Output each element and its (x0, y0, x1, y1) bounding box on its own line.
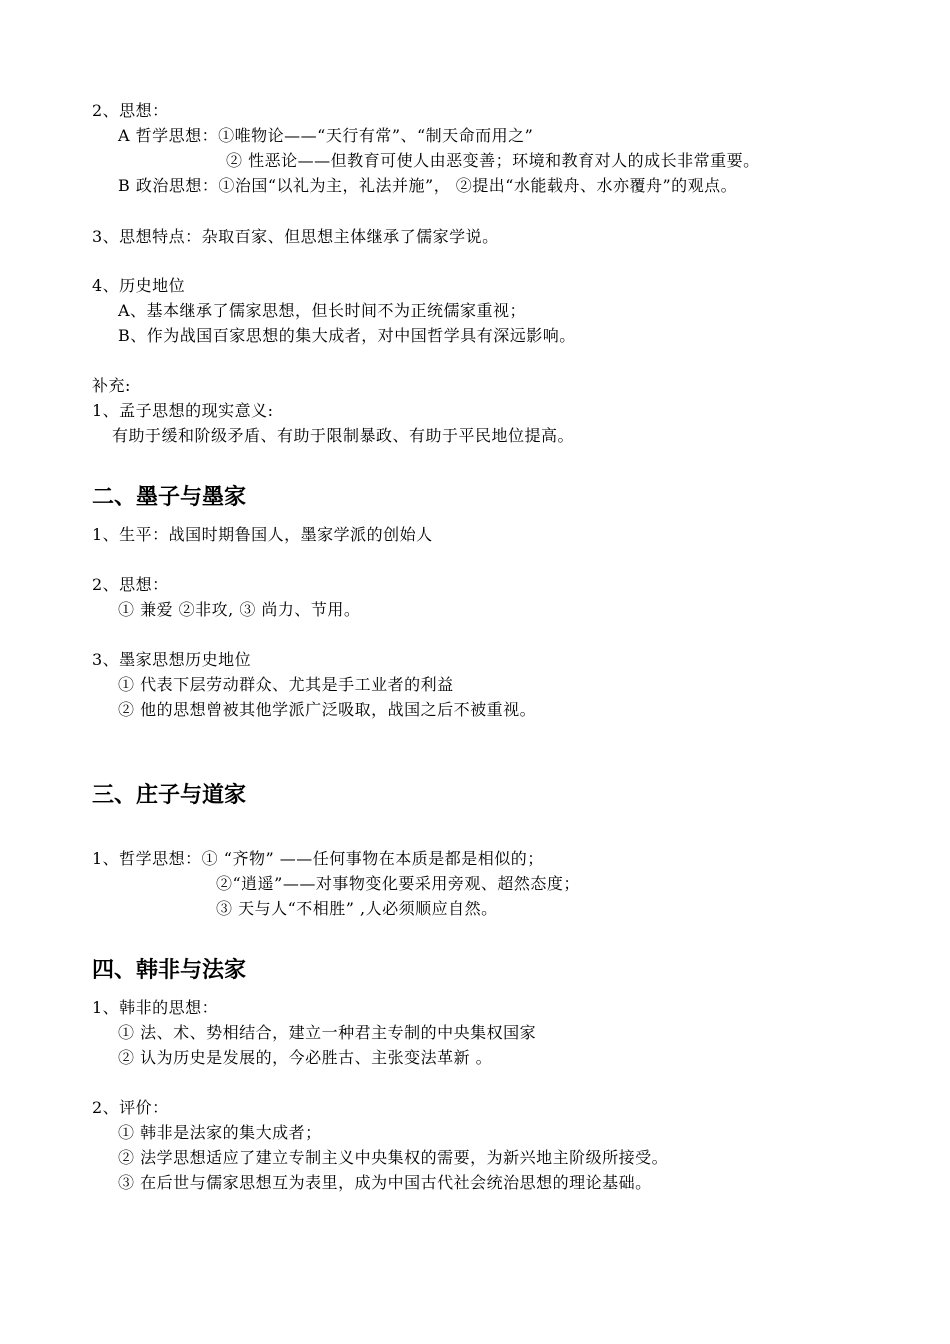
hanfei-thought-2: ② 认为历史是发展的，今必胜古、主张变法革新 。 (118, 1048, 493, 1067)
mozi-life: 1、生平：战国时期鲁国人，墨家学派的创始人 (92, 525, 433, 544)
hanfei-eval-title: 2、评价： (92, 1098, 169, 1117)
mozi-thought-items: ① 兼爱 ②非攻, ③ 尚力、节用。 (118, 600, 361, 619)
mozi-status-2: ② 他的思想曾被其他学派广泛吸取，战国之后不被重视。 (118, 700, 537, 719)
xunzi-status-title: 4、历史地位 (92, 276, 186, 295)
hanfei-thought-1: ① 法、术、势相结合，建立一种君主专制的中央集权国家 (118, 1023, 537, 1042)
mozi-status-1: ① 代表下层劳动群众、尤其是手工业者的利益 (118, 675, 454, 694)
hanfei-thought-title: 1、韩非的思想： (92, 998, 219, 1017)
xunzi-philosophy-line-2: ② 性恶论——但教育可使人由恶变善；环境和教育对人的成长非常重要。 (226, 151, 760, 170)
zhuangzi-philosophy-1: 1、哲学思想：① “齐物” ——任何事物在本质是都是相似的； (92, 849, 544, 868)
section-heading-hanfei: 四、韩非与法家 (92, 958, 247, 983)
xunzi-thought-title: 2、思想： (92, 101, 169, 120)
hanfei-eval-2: ② 法学思想适应了建立专制主义中央集权的需要，为新兴地主阶级所接受。 (118, 1148, 669, 1167)
xunzi-status-a: A、基本继承了儒家思想，但长时间不为正统儒家重视； (118, 301, 527, 320)
hanfei-eval-3: ③ 在后世与儒家思想互为表里，成为中国古代社会统治思想的理论基础。 (118, 1173, 652, 1192)
section-heading-zhuangzi: 三、庄子与道家 (92, 783, 247, 808)
xunzi-politics-line: B 政治思想：①治国“以礼为主，礼法并施”， ②提出“水能载舟、水亦覆舟”的观点。 (118, 176, 738, 195)
zhuangzi-philosophy-2: ②“逍遥”——对事物变化要采用旁观、超然态度； (216, 874, 580, 893)
supplement-title: 补充: (92, 376, 131, 395)
supplement-item-title: 1、孟子思想的现实意义: (92, 401, 274, 420)
xunzi-features: 3、思想特点：杂取百家、但思想主体继承了儒家学说。 (92, 227, 499, 246)
xunzi-status-b: B、作为战国百家思想的集大成者，对中国哲学具有深远影响。 (118, 326, 576, 345)
mozi-status-title: 3、墨家思想历史地位 (92, 650, 252, 669)
mozi-thought-title: 2、思想： (92, 575, 169, 594)
zhuangzi-philosophy-3: ③ 天与人“不相胜” ,人必须顺应自然。 (216, 899, 498, 918)
hanfei-eval-1: ① 韩非是法家的集大成者； (118, 1123, 322, 1142)
section-heading-mozi: 二、墨子与墨家 (92, 485, 247, 510)
xunzi-philosophy-line-1: A 哲学思想：①唯物论——“天行有常”、“制天命而用之” (118, 126, 534, 145)
supplement-item-text: 有助于缓和阶级矛盾、有助于限制暴政、有助于平民地位提高。 (112, 426, 575, 445)
